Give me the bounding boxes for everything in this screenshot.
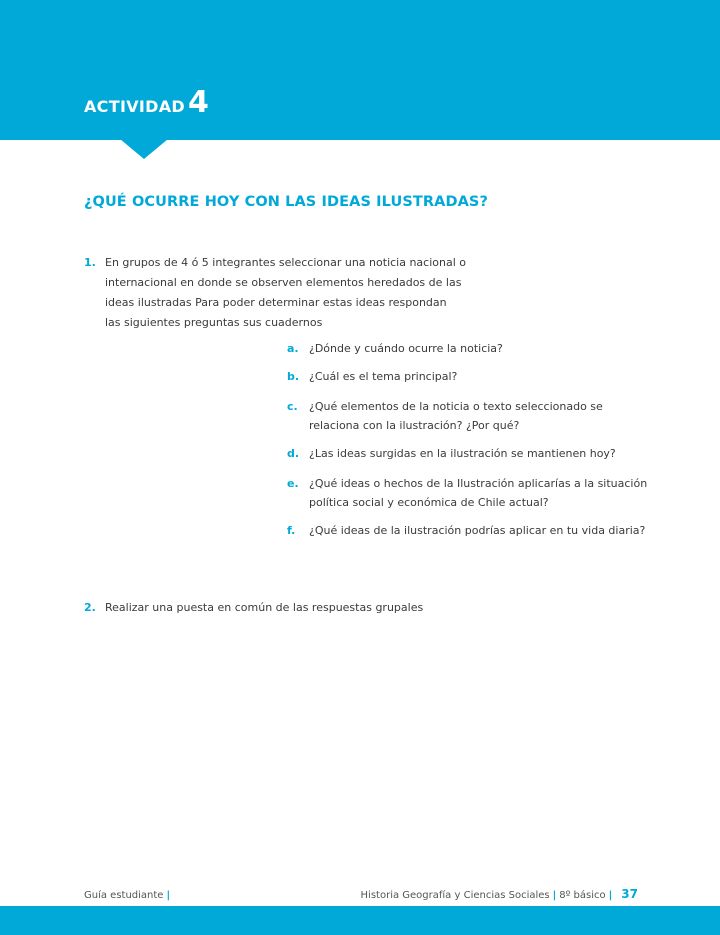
item-text: Realizar una puesta en común de las respuestas grupales — [105, 601, 424, 614]
item-number: 2. — [84, 601, 96, 614]
item-number: 1. — [84, 256, 96, 269]
item-text: En grupos de 4 ó 5 integrantes seleccionar una noticia nacional o internacional en donde se observen elementos heredados de las ideas ilustradas Para poder determinar estas ideas respondan las siguientes preguntas sus cuadernos — [105, 256, 467, 329]
footer-separator: | — [552, 890, 557, 901]
activity-number: 4 — [187, 85, 209, 120]
question-text: ¿Qué elementos de la noticia o texto seleccionado se relaciona con la ilustración? ¿Por qué? — [309, 400, 603, 432]
question-letter: f. — [287, 524, 296, 537]
footer-left — [84, 890, 173, 901]
footer-band — [0, 906, 720, 935]
question-letter: e. — [287, 477, 299, 490]
activity-title — [84, 85, 209, 120]
footer-separator: | — [166, 890, 171, 901]
footer-subject: Historia Geografía y Ciencias Sociales — [360, 890, 550, 901]
header-band — [0, 0, 720, 140]
footer-grade: 8º básico — [559, 890, 606, 901]
header-notch — [120, 139, 168, 159]
question-letter: b. — [287, 370, 300, 383]
question-letter: a. — [287, 342, 299, 355]
question-letter: c. — [287, 400, 298, 413]
page-number: 37 — [621, 887, 638, 901]
question-text: ¿Dónde y cuándo ocurre la noticia? — [309, 342, 503, 355]
question-text: ¿Las ideas surgidas en la ilustración se mantienen hoy? — [309, 447, 616, 460]
question-letter: d. — [287, 447, 300, 460]
question-text: ¿Cuál es el tema principal? — [309, 370, 458, 383]
question-text: ¿Qué ideas o hechos de la Ilustración aplicarías a la situación política social y económica de Chile actual? — [309, 477, 648, 509]
section-title: ¿QUÉ OCURRE HOY CON LAS IDEAS ILUSTRADAS? — [84, 194, 488, 210]
footer-right — [361, 887, 638, 901]
footer-separator: | — [608, 890, 613, 901]
activity-label: ACTIVIDAD — [84, 97, 185, 116]
question-text: ¿Qué ideas de la ilustración podrías aplicar en tu vida diaria? — [309, 524, 646, 537]
footer-guide-label: Guía estudiante — [84, 890, 164, 901]
